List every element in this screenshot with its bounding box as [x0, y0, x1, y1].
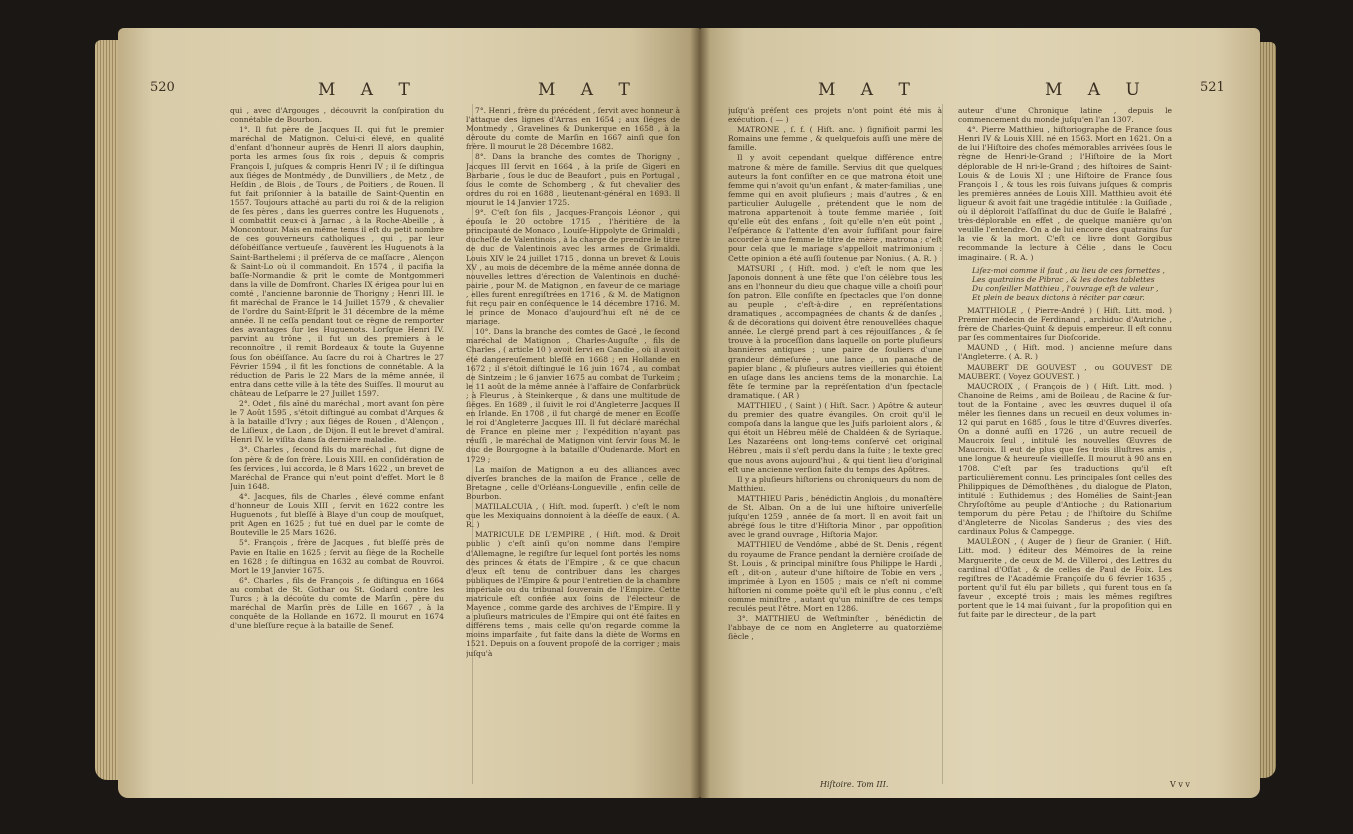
right-page — [700, 28, 1260, 798]
paragraph: Il y avoit cependant quelque différence entre matrone & mère de famille. Servius dit que quelques auteurs la font conſiſter en ce que matrona étoit une femme qui n'avoit qu'un enfant , & mater-familias , une femme qui en avoit pluſieurs ; mais d'autres , & en particulier Aulugelle , prétendent que le nom de matrona appartenoit à toute femme mariée , ſoit qu'elle eût des enfans , ſoit qu'elle n'en eût point , l'eſpérance & l'attente d'en avoir ſuffiſant pour faire accorder à une femme le titre de mère , matrona ; c'eſt pour cela que le mariage s'appelloit matrimonium : Cette opinion a été auſſi ſoutenue par Nonius. ( A. R. ) — [728, 153, 942, 263]
paragraph: 5°. François , frère de Jacques , fut bleſſé près de Pavie en Italie en 1625 ; ſervit au ſiège de la Rochelle en 1628 ; ſe diſtingua en 1632 au combat de Rouvroi. Mort le 19 Janvier 1675. — [230, 538, 444, 575]
verse-line: Et plein de beaux dictons à réciter par cœur. — [972, 292, 1145, 302]
paragraph: MATRICULE DE L'EMPIRE , ( Hiſt. mod. & Droit public ) c'eſt ainſi qu'on nomme dans l'empire d'Allemagne, le regiſtre ſur lequel ſont portés les noms des princes & états de l'Empire , & ce que chacun d'eux eſt tenu de contribuer dans les charges publiques de l'Empire & pour l'entretien de la chambre impériale ou du tribunal ſouverain de l'Empire. Cette matricule eſt confiée aux ſoins de l'électeur de Mayence , comme garde des archives de l'Empire. Il y a pluſieurs matricules de l'Empire qui ont été faites en différens tems , mais celle qu'on regarde comme la moins imparfaite , fut faite dans la diète de Worms en 1521. Depuis on a ſouvent propoſé de la corriger ; mais juſqu'à — [466, 530, 680, 658]
paragraph: MATTHIEU Paris , bénédictin Anglois , du monaſtère de St. Alban. On a de lui une hiſtoire univerſelle juſqu'en 1259 , année de ſa mort. Il en avoit fait un abrégé ſous le titre d'Hiſtoria Minor , par oppoſition avec le grand ouvrage , Hiſtoria Major. — [728, 493, 942, 540]
paragraph: MATTHIEU , ( Saint ) ( Hiſt. Sacr. ) Apôtre & auteur du premier des quatre évangiles. On croit qu'il le compoſa dans la langue que les Juifs parloient alors , & qui étoit un Hébreu mêlé de Chaldéen & de Syriaque. Les Nazaréens ont long-tems conſervé cet original Hébreu , mais il s'eſt perdu dans la ſuite ; le texte grec que nous avons aujourd'hui , & qui tient lieu d'original eſt une ancienne verſion faite du temps des Apôtres. — [728, 401, 942, 474]
paragraph: 8°. Dans la branche des comtes de Thorigny , Jacques III ſervit en 1664 , à la priſe de Gigeri en Barbarie , ſous le duc de Beaufort , puis en Portugal , ſous le comte de Schomberg , & fut chevalier des ordres du roi en 1688 , lieutenant-général en 1693. Il mourut le 14 Janvier 1725. — [466, 152, 680, 207]
paragraph: MAUCROIX , ( François de ) ( Hiſt. Litt. mod. ) Chanoine de Reims , ami de Boileau , de Racine & ſur-tout de la Fontaine , avec les œuvres duquel il oſa mêler les ſiennes dans un recueil en deux volumes in-12 qui parut en 1685 , ſous le titre d'Œuvres diverſes. On a donné auſſi en 1726 , un autre recueil de Maucroix ſeul , intitulé les nouvelles Œuvres de Maucroix. Il eut de plus que ſes trois illuſtres amis , une longue & heureuſe vieilleſſe. Il mourut à 90 ans en 1708. C'eſt par ſes traductions qu'il eſt particulièrement connu. Les principales ſont celles des Philippiques de Démoſthènes , du dialogue de Platon, intitulé : Euthidemus ; des Homélies de Saint-Jean Chryſoſtôme au peuple d'Antioche ; du Rationarium temporum du père Petau ; de l'hiſtoire du Schiſme d'Angleterre de Nicolas Sanderus ; des vies des cardinaux Polus & Campegge. — [958, 381, 1172, 537]
paragraph: MAUBERT DE GOUVEST , ou GOUVEST DE MAUBERT. ( Voyez GOUVEST. ) — [958, 362, 1172, 381]
paragraph: qui , avec d'Argouges , découvrit la conſpiration du connétable de Bourbon. — [230, 106, 444, 125]
paragraph: juſqu'à préſent ces projets n'ont point été mis à exécution. ( — ) — [728, 106, 942, 125]
right-column-1 — [728, 106, 942, 786]
paragraph: 6°. Charles , fils de François , ſe diſtingua en 1664 au combat de St. Gothar ou St. Godard contre les Turcs ; à la décoûte du comte de Marſin , père du maréchal de Marſin près de Lille en 1667 , à la conquête de la Hollande en 1672. Il mourut en 1674 d'une bleſſure reçue à la bataille de Senef. — [230, 575, 444, 631]
paragraph: MATSURI , ( Hiſt. mod. ) c'eſt le nom que les Japonois donnent à une fête que l'on célèbre tous les ans en l'honneur du dieu que chaque ville a choiſi pour ſon patron. Elle conſiſte en ſpectacles que l'on donne au peuple , c'eſt-à-dire , en repréſentations dramatiques , accompagnées de chants & de danſes , & de décorations qui doivent être renouvellées chaque année. Le clergé prend part à ces réjouiſſances , & ſe trouve à la proceſſion dans laquelle on porte pluſieurs bannières antiques ; une paire de ſouliers d'une grandeur démeſurée , une lance , un panache de papier blanc , & pluſieurs autres vieilleries qui étoient en uſage dans les anciens tems de la monarchie. La fête ſe termine par la repréſentation d'un ſpectacle dramatique. ( AR ) — [728, 263, 942, 400]
verse-line: Liſez-moi comme il faut , au lieu de ces ſornettes , — [972, 265, 1165, 275]
verse-line: Du conſeiller Matthieu , l'ouvrage eſt de valeur , — [972, 283, 1159, 293]
paragraph: 7°. Henri , frère du précédent , ſervit avec honneur à l'attaque des lignes d'Arras en 1654 ; aux ſiéges de Montmedy , Gravelines & Dunkerque en 1658 , à la déroute du comte de Marſin en 1667 ainſi que ſon frère. Il mourut le 28 Décembre 1682. — [466, 106, 680, 152]
paragraph: MAULÉON , ( Auger de ) ſieur de Granier. ( Hiſt. Litt. mod. ) éditeur des Mémoires de la reine Marguerite , de ceux de M. de Villeroi , des Lettres du cardinal d'Oſſat , & de celles de Paul de Foix. Les regiſtres de l'Académie Françoiſe du 6 février 1635 , portent qu'il fut élu par billets , qui furent tous en ſa faveur , excepté trois ; mais les mêmes regiſtres portent que le 14 mai ſuivant , ſur la propoſition qui en fut faite par le directeur , de la part — [958, 537, 1172, 620]
paragraph: MATRONE , ſ. f. ( Hiſt. anc. ) ſignifioit parmi les Romains une femme , & quelquefois auſſi une mère de famille. — [728, 125, 942, 153]
signature-mark: V v v — [1170, 780, 1190, 789]
page-footer: Hiſtoire. Tom III. — [820, 780, 889, 789]
right-folio: 521 — [1200, 80, 1225, 95]
paragraph: 2°. Odet , fils aîné du maréchal , mort avant ſon père le 7 Août 1595 , s'étoit diſtingué au combat d'Arques & à la bataille d'Ivry ; aux ſiéges de Rouen , d'Alençon , de Liſieux , de Laon , de Dijon. Il eut le brevet d'amiral. Henri IV. le viſita dans ſa dernière maladie. — [230, 399, 444, 445]
paragraph: MAUND , ( Hiſt. mod. ) ancienne meſure dans l'Angleterre. ( A. R. ) — [958, 343, 1172, 362]
right-running-head-left: M A T — [818, 80, 920, 100]
paragraph: auteur d'une Chronique latine , depuis le commencement du monde juſqu'en l'an 1307. — [958, 106, 1172, 125]
right-column-2 — [958, 106, 1172, 786]
paragraph: 3°. Charles , ſecond fils du maréchal , fut digne de ſon père & de ſon frère. Louis XIII. en conſidération de ſes ſervices , lui accorda, le 8 Mars 1622 , un brevet de Maréchal de France qui n'eut point d'effet. Mort le 8 Juin 1648. — [230, 445, 444, 491]
verse-line: Les quatrains de Pibrac , & les doctes tablettes — [972, 274, 1155, 284]
book-gutter — [690, 28, 710, 798]
paragraph: Il y a pluſieurs hiſtoriens ou chroniqueurs du nom de Matthieu. — [728, 474, 942, 493]
left-page — [118, 28, 700, 798]
paragraph: 1°. Il fut père de Jacques II. qui fut le premier maréchal de Matignon. Celui-ci élevé, en qualité d'enfant d'honneur auprès de Henri II alors dauphin, porta les armes ſous ſix rois , depuis & compris François I, juſques & compris Henri IV ; il ſe diſtingua aux ſiéges de Montmédy , de Dunvilliers , de Metz , de Heſdin , de Blois , de Tours , de Poitiers , de Rouen. Il fut fait priſonnier à la bataille de Saint-Quentin en 1557. Toujours attaché au parti du roi & de la religion de ſes pères , dans les guerres contre les Huguenots , il combattit ceux-ci à Jarnac , à la Roche-Abeille , à Moncontour. Mais en même tems il eſt du petit nombre de ces gouverneurs catholiques , qui , par leur déſobéiſſance vertueuſe , ſauvèrent les Huguenots à la Saint-Barthelemi ; il préſerva de ce maſſacre , Alençon & Saint-Lo où il commandoit. En 1574 , il pacifia la baſſe-Normandie & prit le comte de Montgommeri dans la ville de Domfront. Charles IX érigea pour lui en comté , l'ancienne baronnie de Thorigny ; Henri III. le fit maréchal de France le 14 Juillet 1579 , & chevalier de l'ordre du Saint-Eſprit le 31 décembre de la même année. Il ne ceſſa pendant tout ce règne de remporter des avantages ſur les Huguenots. Lorſque Henri IV. parvint au trône , il fut un des premiers à le reconnoître , il remit Bordeaux & toute la Guyenne ſous ſon obéiſſance. Au ſacre du roi à Chartres le 27 Février 1594 , il fit les fonctions de connétable. A la réduction de Paris le 22 Mars de la même année, il entra dans cette ville à la tête des Suiſſes. Il mourut au château de Leſparre le 27 Juillet 1597. — [230, 125, 444, 398]
left-running-head-2: M A T — [538, 80, 640, 100]
paragraph: La maiſon de Matignon a eu des alliances avec diverſes branches de la maiſon de France , celle de Bretagne , celle d'Orléans-Longueville , enfin celle de Bourbon. — [466, 464, 680, 501]
paragraph: 10°. Dans la branche des comtes de Gacé , le ſecond maréchal de Matignon , Charles-Auguſte , fils de Charles , ( article 10 ) avoit ſervi en Candie , où il avoit été dangereuſement bleſſé en 1668 ; en Hollande en 1672 ; il s'étoit diſtingué le 16 juin 1674 , au combat de Sintzeim ; le 6 janvier 1675 au combat de Turkeim ; le 11 août de la même année à l'affaire de Confarbrück ; à Fleurus , à Steinkerque , & dans une multitude de ſiéges. En 1689 , il ſuivit le roi d'Angleterre Jacques II en Irlande. En 1708 , il fut chargé de mener en Ecoſſe le roi d'Angleterre Jacques III. Il fut déclaré maréchal de France en pleine mer ; l'expédition n'ayant pas réuſſi , le maréchal de Matignon vint ſervir ſous M. le duc de Bourgogne à la bataille d'Oudenarde. Mort en 1729 ; — [466, 327, 680, 464]
right-running-head-right: M A U — [1045, 80, 1150, 100]
left-column-1 — [230, 106, 444, 786]
paragraph: MATILALCUIA , ( Hiſt. mod. ſuperſt. ) c'eſt le nom que les Mexiquains donnoient à la déeſſe de eaux. ( A. R. ) — [466, 502, 680, 530]
paragraph: 4°. Jacques, fils de Charles , élevé comme enfant d'honneur de Louis XIII , ſervit en 1622 contre les Huguenots , fut bleſſé à Blaye d'un coup de mouſquet, prit Agen en 1625 ; fut tué en duel par le comte de Bouteville le 25 Mars 1626. — [230, 491, 444, 538]
paragraph: 3°. MATTHIEU de Weſtminſter , bénédictin de l'abbaye de ce nom en Angleterre au quatorzième ſiècle , — [728, 614, 942, 642]
right-page-edges — [1258, 42, 1276, 778]
left-running-head: M A T — [318, 80, 420, 100]
paragraph: 9°. C'eſt ſon fils , Jacques-François Léonor , qui épouſa le 20 octobre 1715 , l'héritière de la principauté de Monaco , Louiſe-Hippolyte de Grimaldi , ducheſſe de Valentinois , à la charge de prendre le titre de duc de Valentinois avec les armes de Grimaldi. Louis XIV le 24 juillet 1715 , donna un brevet & Louis XV , au mois de décembre de la même année donna de nouvelles lettres d'érection de Valentinois en duché-pairie , pour M. de Matignon , en faveur de ce mariage , elles furent enregiſtrées en 1716 , & M. de Matignon fut reçu pair en conſéquence le 14 décembre 1716. M. le prince de Monaco d'aujourd'hui eſt né de ce mariage. — [466, 208, 680, 327]
verse-quotation — [972, 266, 1172, 302]
paragraph: MATTHIOLE , ( Pierre-André ) ( Hiſt. Litt. mod. ) Premier médecin de Ferdinand , archiduc d'Autriche , frère de Charles-Quint & depuis empereur. Il eſt connu par ſes commentaires ſur Dioſcoride. — [958, 305, 1172, 343]
paragraph: 4°. Pierre Matthieu , hiſtoriographe de France ſous Henri IV & Louis XIII. né en 1563. Mort en 1621. On a de lui l'Hiſtoire des choſes mémorables arrivées ſous le règne de Henri-le-Grand ; l'Hiſtoire de la Mort déplorable de H nri-le-Grand ; des hiſtoires de Saint-Louis & de Louis XI ; une Hiſtoire de France ſous François I , & tous les rois ſuivans juſques & compris les premières années de Louis XIII. Matthieu avoit été ligueur & avoit fait une tragédie intitulée : la Guiſiade , où il déploroit l'aſſaſſinat du duc de Guiſe le Balafré , très-déplorable en effet , de quelque manière qu'on veuille l'entendre. On a de lui encore des quatrains ſur la vie & la mort. C'eſt ce livre dont Gorgibus recommande la lecture à Célie , dans le Cocu imaginaire. ( R. A. ) — [958, 125, 1172, 262]
paragraph: MATTHIEU de Vendôme , abbé de St. Denis , régent du royaume de France pendant la dernière croiſade de St. Louis , & principal miniſtre ſous Philippe le Hardi , eſt , dit-on , auteur d'une hiſtoire de Tobie en vers , imprimée à Lyon en 1505 ; mais ce n'eſt ni comme hiſtorien ni comme poëte qu'il eſt le plus connu , c'eſt comme miniſtre , autant qu'un miniſtre de ces temps reculés peut l'être. Mort en 1286. — [728, 540, 942, 614]
left-folio: 520 — [150, 80, 175, 95]
left-column-2 — [466, 106, 680, 786]
right-column-rule — [942, 104, 943, 784]
